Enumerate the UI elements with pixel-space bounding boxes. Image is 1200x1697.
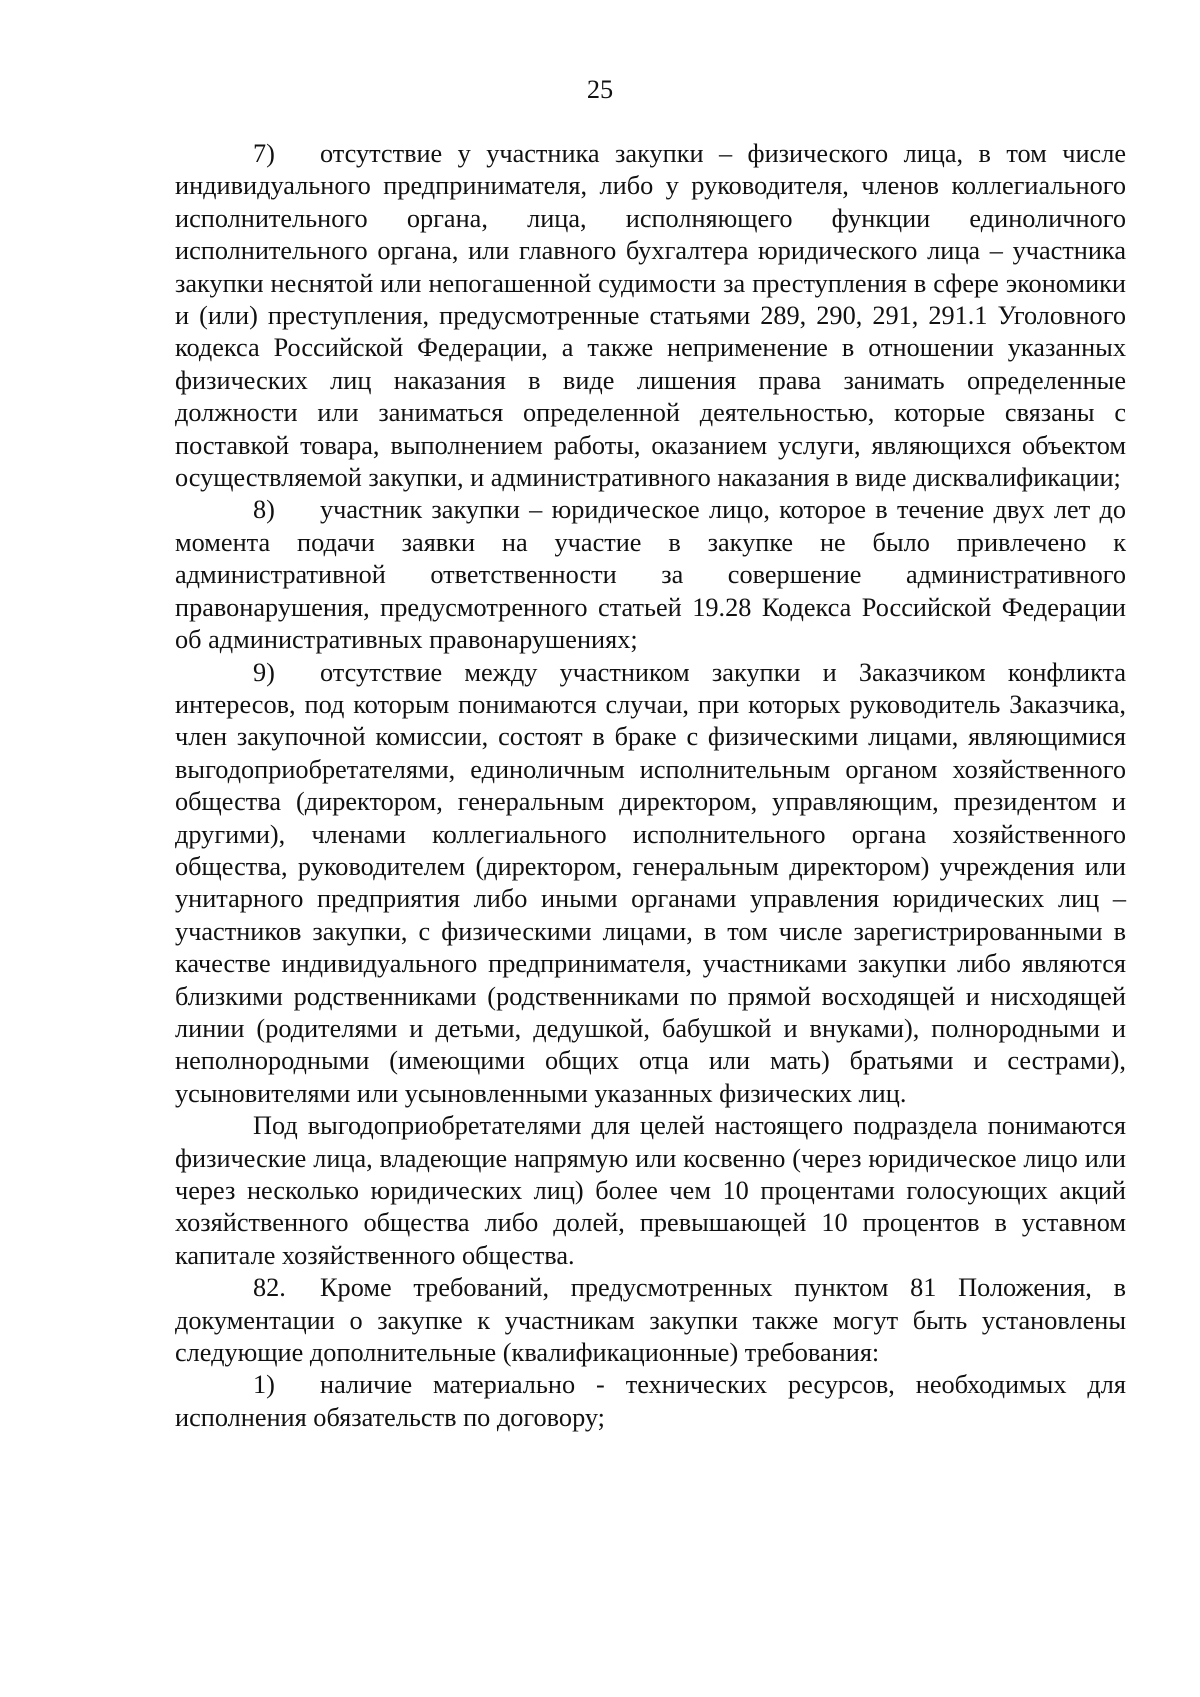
paragraph-text: наличие материально - технических ресурсов, необходимых для исполнения обязательств по договору; [175, 1370, 1126, 1432]
paragraph-text: отсутствие у участника закупки – физического лица, в том числе индивидуального предпринимателя, либо у руководителя, членов коллегиального исполнительного органа, лица, исполняющего функции единоличного исполнительного органа, или главного бухгалтера юридического лица – участника закупки неснятой или непогашенной судимости за преступления в сфере экономики и (или) преступления, предусмотренные статьями 289, 290, 291, 291.1 Уголовного кодекса Российской Федерации, а также неприменение в отношении указанных физических лиц наказания в виде лишения права занимать определенные должности или заниматься определенной деятельностью, которые связаны с поставкой товара, выполнением работы, оказанием услуги, являющихся объектом осуществляемой закупки, и административного наказания в виде дисквалификации; [175, 139, 1126, 493]
paragraph-text: Кроме требований, предусмотренных пунктом 81 Положения, в документации о закупке к участникам закупки также могут быть установлены следующие дополнительные (квалификационные) требования: [175, 1273, 1126, 1368]
paragraph-item-9 [175, 657, 1126, 1111]
item-marker: 8) [253, 495, 275, 525]
paragraph-item-7 [175, 138, 1126, 494]
item-marker: 1) [253, 1370, 275, 1400]
paragraph-item-8 [175, 494, 1126, 656]
item-marker: 9) [253, 657, 275, 687]
item-marker: 7) [253, 139, 275, 168]
paragraph-item-1 [175, 1369, 1126, 1434]
page-number: 25 [586, 75, 614, 104]
document-body [175, 138, 1126, 1434]
paragraph-text: Под выгодоприобретателями для целей настоящего подраздела понимаются физические лица, владеющие напрямую или косвенно (через юридическое лицо или через несколько юридических лиц) более чем 10 процентами голосующих акций хозяйственного общества либо долей, превышающей 10 процентов в уставном капитале хозяйственного общества. [175, 1111, 1126, 1270]
clause-marker: 82. [253, 1273, 286, 1303]
paragraph-beneficiaries [175, 1110, 1126, 1272]
paragraph-text: участник закупки – юридическое лицо, которое в течение двух лет до момента подачи заявки на участие в закупке не было привлечено к административной ответственности за совершение административного правонарушения, предусмотренного статьей 19.28 Кодекса Российской Федерации об административных правонарушениях; [175, 495, 1126, 655]
paragraph-text: отсутствие между участником закупки и Заказчиком конфликта интересов, под которым понимаются случаи, при которых руководитель Заказчика, член закупочной комиссии, состоят в браке с физическими лицами, являющимися выгодоприобретателями, единоличным исполнительным органом хозяйственного общества (директором, генеральным директором, управляющим, президентом и другими), членами коллегиального исполнительного органа хозяйственного общества, руководителем (директором, генеральным директором) учреждения или унитарного предприятия либо иными органами управления юридических лиц – участников закупки, с физическими лицами, в том числе зарегистрированными в качестве индивидуального предпринимателя, участниками закупки либо являются близкими родственниками (родственниками по прямой восходящей и нисходящей линии (родителями и детьми, дедушкой, бабушкой и внуками), полнородными и неполнородными (имеющими общих отца или мать) братьями и сестрами), усыновителями или усыновленными указанных физических лиц. [175, 657, 1126, 1108]
paragraph-clause-82 [175, 1272, 1126, 1369]
